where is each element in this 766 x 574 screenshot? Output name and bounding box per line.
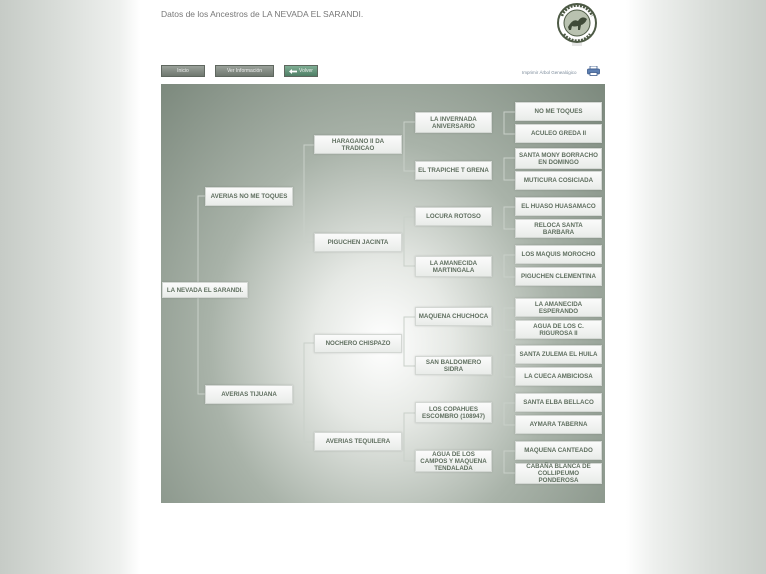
pedigree-node-great-grandparent[interactable]: LA AMANECIDA MARTINGALA [415, 256, 492, 277]
pedigree-node-sire[interactable]: AVERIAS NO ME TOQUES [205, 187, 293, 206]
pedigree-node-great-great-grandparent[interactable]: LOS MAQUIS MOROCHO [515, 245, 602, 264]
pedigree-node-great-great-grandparent[interactable]: AYMARA TABERNA [515, 415, 602, 434]
back-button-label: Volver [299, 68, 313, 74]
back-button[interactable] [284, 65, 318, 77]
pedigree-node-great-grandparent[interactable]: SAN BALDOMERO SIDRA [415, 356, 492, 375]
pedigree-node-great-great-grandparent[interactable]: SANTA MONY BORRACHO EN DOMINGO [515, 148, 602, 169]
pedigree-node-great-grandparent[interactable]: MAQUENA CHUCHOCA [415, 307, 492, 326]
pedigree-node-great-great-grandparent[interactable]: MUTICURA COSICIADA [515, 171, 602, 190]
content-panel [140, 0, 626, 574]
view-info-button[interactable] [215, 65, 274, 77]
print-tree-link[interactable]: Imprimir Árbol Genealógico [522, 70, 577, 75]
pedigree-node-grandparent[interactable]: NOCHERO CHISPAZO [314, 334, 402, 353]
pedigree-node-great-grandparent[interactable]: LOS COPAHUES ESCOMBRO (108947) [415, 402, 492, 423]
association-logo-icon [556, 2, 598, 48]
pedigree-node-dam[interactable]: AVERIAS TIJUANA [205, 385, 293, 404]
pedigree-node-great-great-grandparent[interactable]: NO ME TOQUES [515, 102, 602, 121]
pedigree-node-great-great-grandparent[interactable]: LA AMANECIDA ESPERANDO [515, 298, 602, 317]
pedigree-node-great-great-grandparent[interactable]: LA CUECA AMBICIOSA [515, 367, 602, 386]
background-right [626, 0, 766, 574]
pedigree-node-great-great-grandparent[interactable]: RELOCA SANTA BARBARA [515, 219, 602, 238]
view-info-button-label: Ver Información [226, 68, 263, 74]
pedigree-node-subject[interactable]: LA NEVADA EL SARANDI. [162, 282, 248, 298]
page-title: Datos de los Ancestros de LA NEVADA EL SARANDI. [161, 9, 364, 19]
pedigree-node-great-great-grandparent[interactable]: PIGUCHEN CLEMENTINA [515, 267, 602, 286]
pedigree-node-great-great-grandparent[interactable]: SANTA ZULEMA EL HUILA [515, 345, 602, 364]
pedigree-tree [161, 84, 605, 503]
home-button[interactable] [161, 65, 205, 77]
pedigree-node-great-grandparent[interactable]: LOCURA ROTOSO [415, 207, 492, 226]
pedigree-node-great-great-grandparent[interactable]: CABAÑA BLANCA DE COLLIPEUMO PONDEROSA [515, 463, 602, 484]
pedigree-node-great-great-grandparent[interactable]: MAQUENA CANTEADO [515, 441, 602, 460]
pedigree-node-great-grandparent[interactable]: LA INVERNADA ANIVERSARIO [415, 112, 492, 133]
pedigree-node-great-great-grandparent[interactable]: ACULEO GREDA II [515, 124, 602, 143]
pedigree-node-grandparent[interactable]: HARAGANO II DA TRADICAO [314, 135, 402, 154]
back-arrow-icon [289, 69, 297, 74]
pedigree-node-great-grandparent[interactable]: EL TRAPICHE T GRENA [415, 161, 492, 180]
pedigree-node-great-great-grandparent[interactable]: EL HUASO HUASAMACO [515, 197, 602, 216]
pedigree-node-great-grandparent[interactable]: AGUA DE LOS CAMPOS Y MAQUENA TENDALADA [415, 450, 492, 472]
pedigree-node-grandparent[interactable]: AVERIAS TEQUILERA [314, 432, 402, 451]
background-left [0, 0, 140, 574]
home-button-label: Inicio [177, 68, 189, 74]
pedigree-node-grandparent[interactable]: PIGUCHEN JACINTA [314, 233, 402, 252]
printer-icon[interactable] [587, 66, 600, 76]
pedigree-node-great-great-grandparent[interactable]: AGUA DE LOS C. RIGUROSA II [515, 320, 602, 339]
pedigree-node-great-great-grandparent[interactable]: SANTA ELBA BELLACO [515, 393, 602, 412]
